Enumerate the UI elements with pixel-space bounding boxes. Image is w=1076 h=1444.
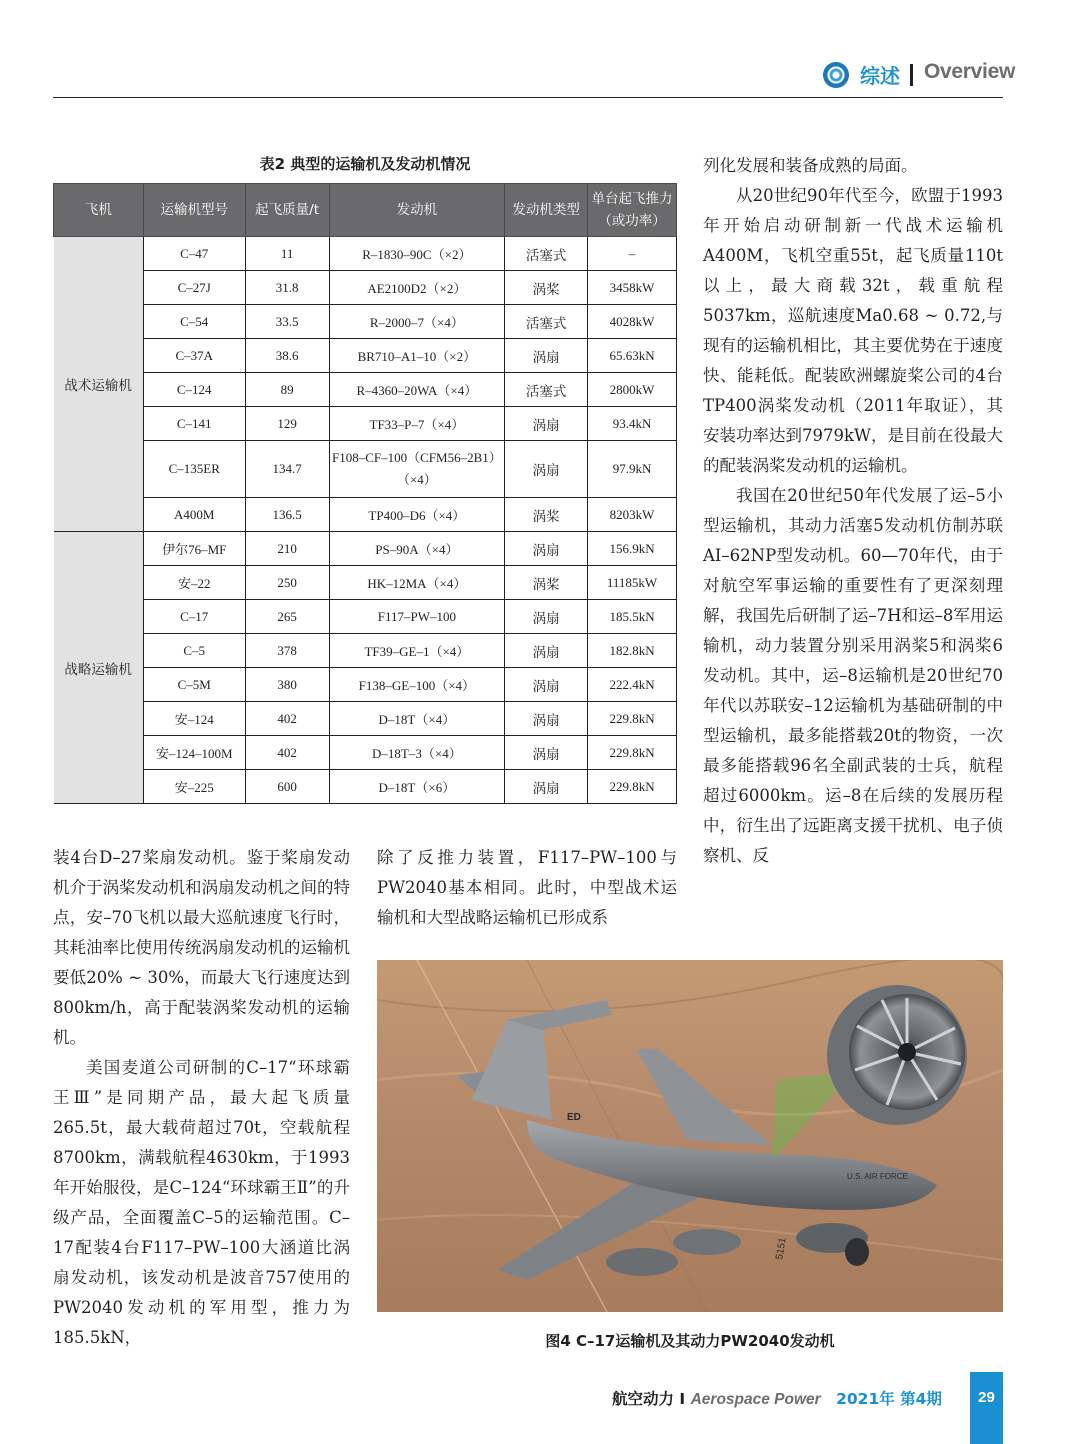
paragraph: 列化发展和装备成熟的局面。: [703, 156, 918, 175]
table-row: [54, 407, 677, 441]
mass-cell: 11: [245, 237, 329, 271]
engine-type-cell: 涡扇: [505, 339, 588, 373]
journal-logo-icon: [823, 62, 849, 88]
model-cell: C–47: [143, 237, 245, 271]
engine-cell: TF39–GE–1（×4）: [329, 634, 505, 668]
model-cell: 安–124: [143, 702, 245, 736]
thrust-cell: –: [588, 237, 677, 271]
engine-cell: R–4360–20WA（×4）: [329, 373, 505, 407]
page-number: 29: [978, 1389, 995, 1406]
table-row: [54, 339, 677, 373]
engine-cell: D–18T（×4）: [329, 702, 505, 736]
table-row: [54, 498, 677, 532]
mass-cell: 129: [245, 407, 329, 441]
thrust-cell: 8203kW: [588, 498, 677, 532]
model-cell: C–27J: [143, 271, 245, 305]
left-text-column: [53, 843, 350, 1353]
model-cell: C–54: [143, 305, 245, 339]
issue-label: 2021年 第4期: [836, 1390, 942, 1408]
thrust-cell: 185.5kN: [588, 600, 677, 634]
paragraph: 美国麦道公司研制的C–17“环球霸王Ⅲ”是同期产品，最大起飞质量265.5t，最大载荷超过70t，空载航程8700km，满载航程4630km，于1993年开始服役，是C–124“环球霸王Ⅱ”的升级产品，全面覆盖C–5的运输范围。C–17配装4台F117–PW–100大涵道比涡扇发动机，该发动机是波音757使用的PW2040发动机的军用型，推力为185.5kN，: [53, 1058, 350, 1347]
middle-text-column: [377, 843, 677, 933]
model-cell: C–17: [143, 600, 245, 634]
thrust-cell: 229.8kN: [588, 770, 677, 804]
mass-cell: 89: [245, 373, 329, 407]
table-row: [54, 271, 677, 305]
mass-cell: 378: [245, 634, 329, 668]
model-cell: A400M: [143, 498, 245, 532]
engine-cell: TP400–D6（×4）: [329, 498, 505, 532]
engine-type-cell: 涡扇: [505, 736, 588, 770]
model-cell: 伊尔76–MF: [143, 532, 245, 566]
table-row: [54, 770, 677, 804]
aircraft-category-cell: 战略运输机: [54, 532, 144, 804]
mass-cell: 31.8: [245, 271, 329, 305]
table-row: [54, 237, 677, 271]
thrust-cell: 65.63kN: [588, 339, 677, 373]
page-header: [0, 0, 1076, 100]
journal-name-cn: 航空动力: [612, 1390, 675, 1408]
column-header: 飞机: [54, 184, 144, 237]
engine-cell: BR710–A1–10（×2）: [329, 339, 505, 373]
engine-type-cell: 涡扇: [505, 770, 588, 804]
model-cell: C–5: [143, 634, 245, 668]
paragraph: 装4台D–27桨扇发动机。鉴于桨扇发动机介于涡桨发动机和涡扇发动机之间的特点，安–70飞机以最大巡航速度飞行时，其耗油率比使用传统涡扇发动机的运输机要低20% ~ 30%，而最大飞行速度达到800km/h，高于配装涡桨发动机的运输机。: [53, 848, 350, 1047]
paragraph: 我国在20世纪50年代发展了运–5小型运输机，其动力活塞5发动机仿制苏联AI–62NP型发动机。60—70年代，由于对航空军事运输的重要性有了更深刻理解，我国先后研制了运–7H和运–8军用运输机，动力装置分别采用涡桨5和涡桨6发动机。其中，运–8运输机是20世纪70年代以苏联安–12运输机为基础研制的中型运输机，最多能搭载20t的物资，一次最多能搭载96名全副武装的士兵，航程超过6000km。运–8在后续的发展历程中，衍生出了远距离支援干扰机、电子侦察机、反: [703, 486, 1003, 865]
page-number-tab: [970, 1372, 1003, 1444]
tail-number: 5151: [774, 1236, 789, 1261]
engine-type-cell: 涡桨: [505, 271, 588, 305]
model-cell: C–124: [143, 373, 245, 407]
journal-name-en: Aerospace Power: [690, 1391, 821, 1408]
mass-cell: 402: [245, 702, 329, 736]
engine-cell: F138–GE–100（×4）: [329, 668, 505, 702]
engine-cell: R–1830–90C（×2）: [329, 237, 505, 271]
engine-type-cell: 涡桨: [505, 498, 588, 532]
mass-cell: 38.6: [245, 339, 329, 373]
tail-code: ED: [567, 1112, 581, 1123]
engine-cell: F108–CF–100（CFM56–2B1）（×4）: [329, 441, 505, 498]
mass-cell: 210: [245, 532, 329, 566]
mass-cell: 134.7: [245, 441, 329, 498]
model-cell: 安–225: [143, 770, 245, 804]
table-row: [54, 373, 677, 407]
header-separator: [910, 64, 913, 86]
c17-illustration: [377, 960, 1003, 1312]
thrust-cell: 4028kW: [588, 305, 677, 339]
header-rule: [53, 97, 1003, 98]
column-header: 发动机类型: [505, 184, 588, 237]
table-row: [54, 702, 677, 736]
model-cell: C–5M: [143, 668, 245, 702]
paragraph: 从20世纪90年代至今，欧盟于1993年开始启动研制新一代战术运输机A400M，飞机空重55t，起飞质量110t以上，最大商载32t，载重航程5037km，巡航速度Ma0.68 ~ 0.72,与现有的运输机相比，其主要优势在于速度快、能耗低。配装欧洲螺旋桨公司的4台TP400涡桨发动机（2011年取证），其安装功率达到7979kW，是目前在役最大的配装涡桨发动机的运输机。: [703, 186, 1003, 475]
right-text-column: [703, 151, 1003, 871]
mass-cell: 265: [245, 600, 329, 634]
thrust-cell: 156.9kN: [588, 532, 677, 566]
figure-caption: 图4 C–17运输机及其动力PW2040发动机: [545, 1332, 835, 1350]
aircraft-category-cell: 战术运输机: [54, 237, 144, 532]
thrust-cell: 93.4kN: [588, 407, 677, 441]
engine-cell: HK–12MA（×4）: [329, 566, 505, 600]
table-row: [54, 668, 677, 702]
mass-cell: 402: [245, 736, 329, 770]
table-row: [54, 634, 677, 668]
engine-cell: R–2000–7（×4）: [329, 305, 505, 339]
c17-photo: [377, 960, 1003, 1312]
mass-cell: 136.5: [245, 498, 329, 532]
thrust-cell: 182.8kN: [588, 634, 677, 668]
model-cell: 安–124–100M: [143, 736, 245, 770]
engine-cell: D–18T（×6）: [329, 770, 505, 804]
engine-cell: TF33–P–7（×4）: [329, 407, 505, 441]
thrust-cell: 3458kW: [588, 271, 677, 305]
engine-type-cell: 涡桨: [505, 566, 588, 600]
engine-cell: D–18T–3（×4）: [329, 736, 505, 770]
thrust-cell: 229.8kN: [588, 736, 677, 770]
mass-cell: 250: [245, 566, 329, 600]
table-body: [54, 237, 677, 804]
table-row: [54, 600, 677, 634]
engine-type-cell: 涡扇: [505, 634, 588, 668]
column-header: 发动机: [329, 184, 505, 237]
table-header-row: [54, 184, 677, 237]
table-caption: 表2 典型的运输机及发动机情况: [259, 155, 471, 173]
engine-cell: PS–90A（×4）: [329, 532, 505, 566]
model-cell: 安–22: [143, 566, 245, 600]
table-row: [54, 532, 677, 566]
engine-type-cell: 涡扇: [505, 441, 588, 498]
thrust-cell: 222.4kN: [588, 668, 677, 702]
aircraft-engine-table: [53, 183, 677, 804]
table-row: [54, 736, 677, 770]
table-row: [54, 441, 677, 498]
column-header: 起飞质量/t: [245, 184, 329, 237]
engine-type-cell: 活塞式: [505, 237, 588, 271]
model-cell: C–141: [143, 407, 245, 441]
engine-type-cell: 活塞式: [505, 305, 588, 339]
engine-cell: F117–PW–100: [329, 600, 505, 634]
engine-type-cell: 涡扇: [505, 702, 588, 736]
column-header: 单台起飞推力（或功率）: [588, 184, 677, 237]
column-header: 运输机型号: [143, 184, 245, 237]
model-cell: C–37A: [143, 339, 245, 373]
table-row: [54, 566, 677, 600]
section-title-en: Overview: [924, 60, 1015, 83]
mass-cell: 33.5: [245, 305, 329, 339]
thrust-cell: 11185kW: [588, 566, 677, 600]
engine-type-cell: 涡扇: [505, 532, 588, 566]
thrust-cell: 229.8kN: [588, 702, 677, 736]
thrust-cell: 97.9kN: [588, 441, 677, 498]
engine-cell: AE2100D2（×2）: [329, 271, 505, 305]
section-title-cn: 综述: [860, 64, 900, 88]
model-cell: C–135ER: [143, 441, 245, 498]
footer-separator: I: [679, 1390, 686, 1408]
engine-type-cell: 涡扇: [505, 668, 588, 702]
thrust-cell: 2800kW: [588, 373, 677, 407]
table-row: [54, 305, 677, 339]
mass-cell: 380: [245, 668, 329, 702]
engine-type-cell: 涡扇: [505, 600, 588, 634]
paragraph: 除了反推力装置，F117–PW–100与PW2040基本相同。此时，中型战术运输机和大型战略运输机已形成系: [377, 848, 677, 927]
engine-type-cell: 涡扇: [505, 407, 588, 441]
engine-type-cell: 活塞式: [505, 373, 588, 407]
page-footer: [612, 1387, 942, 1409]
usaf-marking: U.S. AIR FORCE: [847, 1172, 908, 1181]
mass-cell: 600: [245, 770, 329, 804]
